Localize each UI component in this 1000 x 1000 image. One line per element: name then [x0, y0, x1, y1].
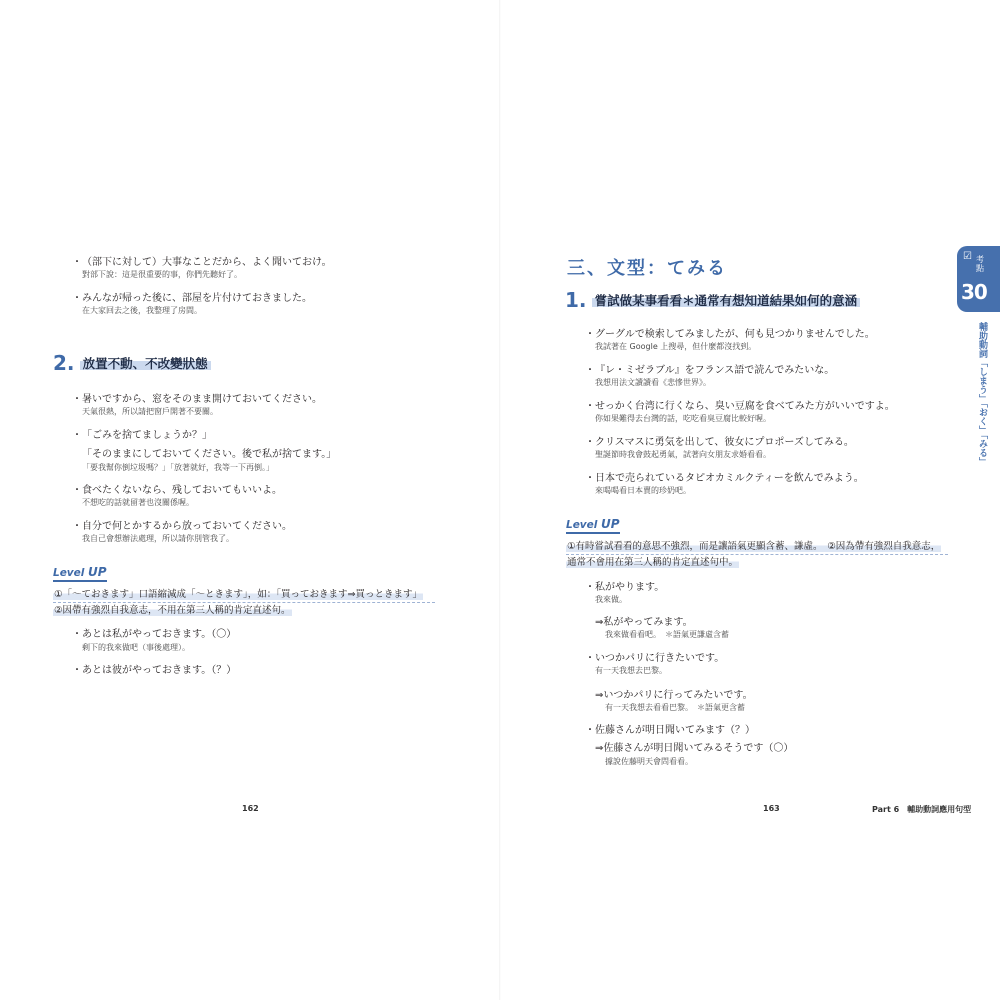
level-up-badge: Level UP [53, 565, 107, 579]
section-heading [53, 351, 211, 375]
example-translation: 不想吃的話就留著也沒關係喔。 [82, 498, 194, 507]
example-sentence: ・佐藤さんが明日聞いてみます（？） [585, 725, 755, 736]
side-chapter-text: 輔助動詞「しまう」「おく」「みる」 [977, 322, 987, 466]
tab-label: 考點 [976, 255, 984, 273]
example-sentence: ・暑いですから、窓をそのまま開けておいてください。 [72, 394, 322, 405]
example-translation: 有一天我想去巴黎。 [595, 666, 667, 675]
example-translation: 我來做看看吧。 ＊語氣更謙虛含蓄 [605, 630, 729, 639]
example-translation: 據說佐藤明天會問看看。 [605, 757, 693, 766]
example-translation: 剩下的我來做吧（事後處理）。 [82, 643, 190, 652]
pattern-title: 三、文型：てみる [567, 258, 727, 279]
section-title: 嘗試做某事看看＊通常有想知道結果如何的意涵 [592, 293, 861, 308]
example-translation: 「要我幫你倒垃圾嗎？」「放著就好，我等一下再倒。」 [82, 463, 274, 472]
example-sentence-rewrite: ⇒いつかパリに行ってみたいです。 [595, 690, 753, 701]
example-sentence: ・日本で売られているタピオカミルクティーを飲んでみよう。 [585, 473, 864, 484]
example-sentence: ・いつかパリに行きたいです。 [585, 653, 725, 664]
page-number: 162 [242, 804, 259, 813]
page-number: 163 [763, 804, 780, 813]
section-number: 2. [53, 351, 75, 375]
example-sentence: ・自分で何とかするから放っておいてください。 [72, 521, 292, 532]
example-sentence: ・あとは彼がやっておきます。（？） [72, 665, 237, 676]
level-up-note: 通常不會用在第三人稱的肯定直述句中。 [567, 557, 739, 568]
example-sentence: ・あとは私がやっておきます。（〇） [72, 629, 237, 640]
tab-number: 30 [961, 280, 987, 304]
example-translation: 對部下說：這是很重要的事，你們先聽好了。 [82, 270, 242, 279]
level-up-note: ①有時嘗試看看的意思不強烈，而是讓語氣更顯含蓄、謙虛。 ②因為帶有強烈自我意志， [567, 541, 941, 552]
example-translation: 我來做。 [595, 595, 627, 604]
dashed-divider [566, 554, 948, 555]
dashed-divider [53, 602, 435, 603]
section-heading [565, 288, 860, 312]
example-translation: 在大家回去之後，我整理了房間。 [82, 306, 202, 315]
example-translation: 你如果難得去台灣的話，吃吃看臭豆腐比較好喔。 [595, 414, 771, 423]
example-sentence: ・「ごみを捨てましょうか？」 [72, 430, 212, 441]
example-translation: 來喝喝看日本賣的珍奶吧。 [595, 486, 691, 495]
example-translation: 天氣很熱，所以請把窗戶開著不要關。 [82, 407, 218, 416]
example-sentence: ・みんなが帰った後に、部屋を片付けておきました。 [72, 293, 312, 304]
example-sentence: ・『レ・ミゼラブル』をフランス語で読んでみたいな。 [585, 365, 835, 376]
chapter-tab [957, 246, 1000, 312]
example-sentence: ・クリスマスに勇気を出して、彼女にプロポーズしてみる。 [585, 437, 854, 448]
part-label: Part 6 輔助動詞應用句型 [872, 805, 972, 814]
checkbox-icon: ☑ [963, 251, 972, 262]
section-title: 放置不動、不改變狀態 [80, 356, 211, 371]
example-translation: 有一天我想去看看巴黎。 ＊語氣更含蓄 [605, 703, 745, 712]
level-up-note: ②因帶有強烈自我意志，不用在第三人稱的肯定直述句。 [54, 605, 291, 616]
example-translation: 我想用法文讀讀看《悲慘世界》。 [595, 378, 711, 387]
section-number: 1. [565, 288, 587, 312]
example-sentence-rewrite: ⇒佐藤さんが明日聞いてみるそうです（〇） [595, 743, 794, 754]
level-up-note: ①「～ておきます」口語縮減成「～ときます」，如：「買っておきます⇒買っときます」 [54, 589, 422, 600]
example-sentence-reply: 「そのままにしておいてください。後で私が捨てます。」 [82, 449, 337, 460]
example-sentence: ・私がやります。 [585, 582, 665, 593]
level-up-badge: Level UP [566, 517, 620, 531]
example-sentence: ・せっかく台湾に行くなら、臭い豆腐を食べてみた方がいいですよ。 [585, 401, 895, 412]
example-translation: 我自己會想辦法處理，所以請你別管我了。 [82, 534, 234, 543]
example-translation: 我試著在 Google 上搜尋，但什麼都沒找到。 [595, 342, 757, 351]
example-sentence: ・グーグルで検索してみましたが、何も見つかりませんでした。 [585, 329, 875, 340]
example-sentence: ・（部下に対して）大事なことだから、よく聞いておけ。 [72, 257, 332, 268]
example-sentence: ・食べたくないなら、残しておいてもいいよ。 [72, 485, 282, 496]
example-sentence-rewrite: ⇒私がやってみます。 [595, 617, 693, 628]
example-translation: 聖誕節時我會鼓起勇氣，試著向女朋友求婚看看。 [595, 450, 771, 459]
